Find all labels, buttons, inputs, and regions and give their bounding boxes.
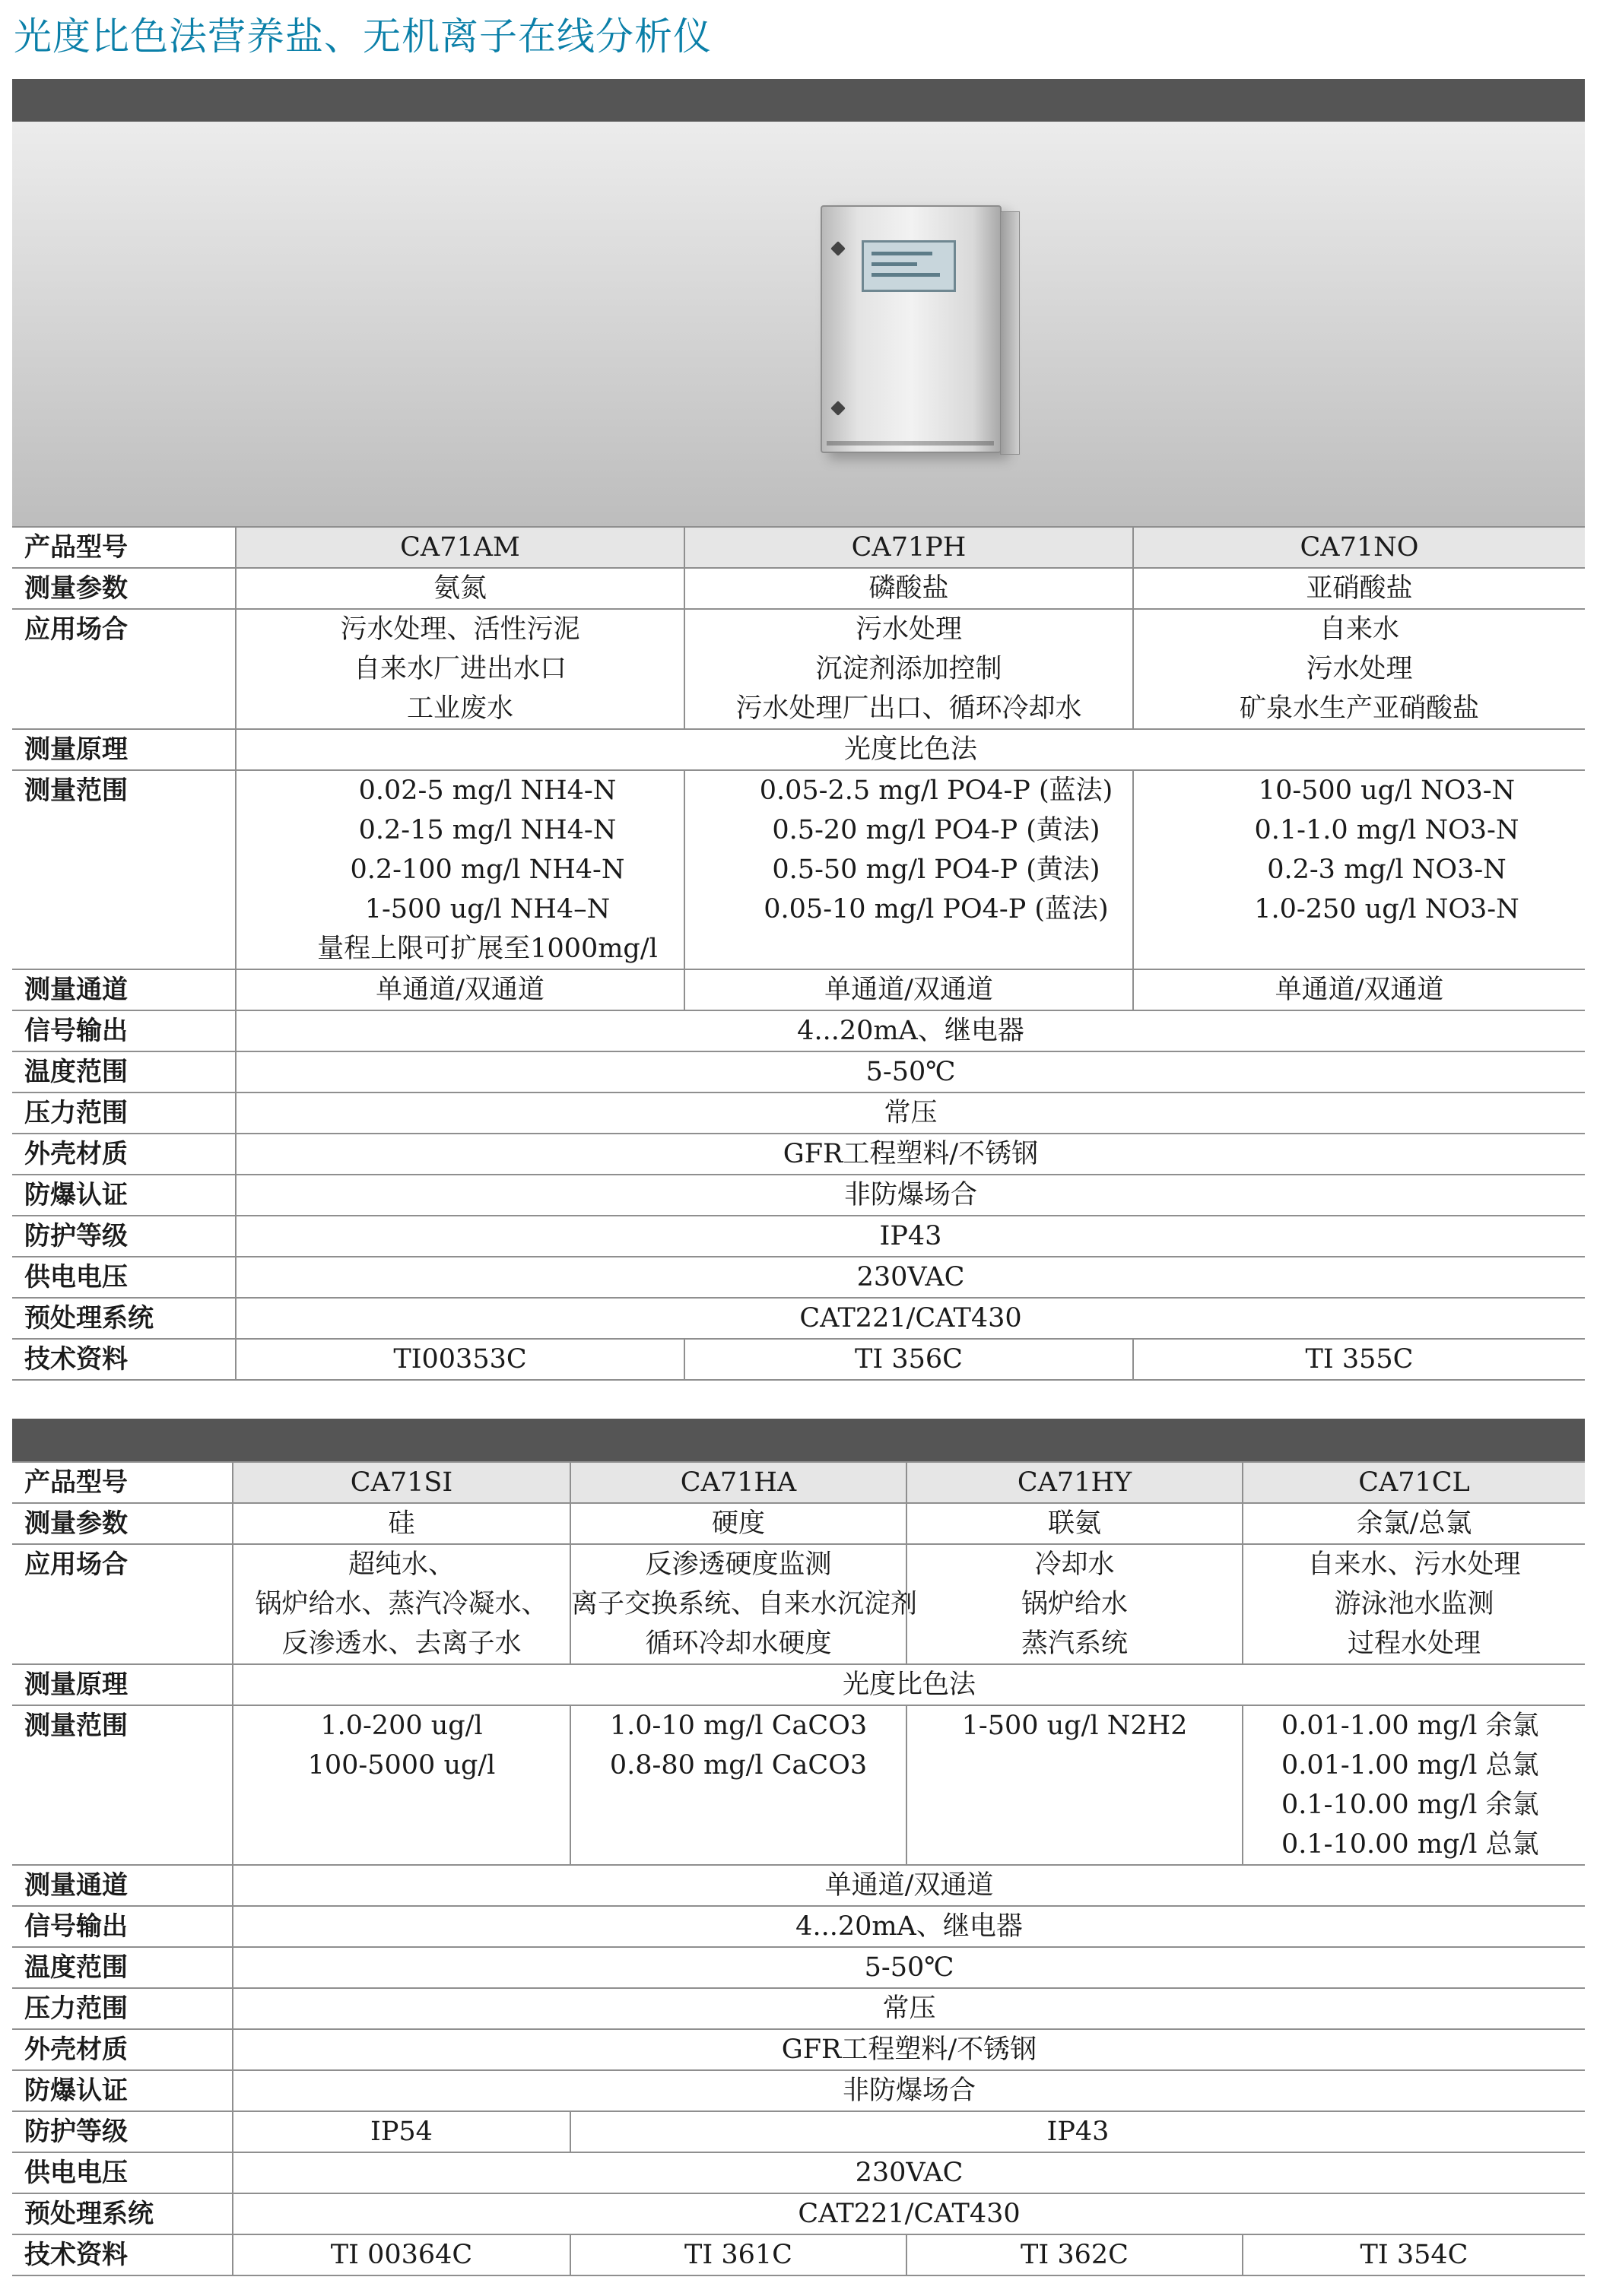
model-cell: CA71HY [906,1462,1243,1503]
table-row [12,2152,1585,2193]
explosion-cell: 非防爆场合 [233,2070,1585,2111]
page-title: 光度比色法营养盐、无机离子在线分析仪 [14,14,712,59]
param-cell: 硬度 [570,1503,906,1544]
housing-cell: GFR工程塑料/不锈钢 [236,1134,1585,1175]
range-cell [1243,1705,1585,1865]
application-line: 离子交换系统、自来水沉淀剂 [571,1589,918,1619]
table-row [12,1298,1585,1339]
row-label: 供电电压 [12,2152,233,2193]
range-line: 0.05-2.5 mg/l PO4-P (蓝法) [759,775,1113,806]
table-row [12,1988,1585,2029]
table-row [12,2070,1585,2111]
row-label: 测量通道 [12,1865,233,1906]
model-cell: CA71PH [684,527,1133,568]
spec-table-2 [12,1461,1585,2276]
param-cell: 余氯/总氯 [1243,1503,1585,1544]
header-band-2 [12,1419,1585,1461]
row-label: 测量参数 [12,568,236,609]
row-label: 预处理系统 [12,1298,236,1339]
range-line: 0.2-3 mg/l NO3-N [1267,855,1507,885]
row-label: 温度范围 [12,1051,236,1093]
table-row [12,1705,1585,1865]
row-label: 信号输出 [12,1906,233,1947]
housing-cell: GFR工程塑料/不锈钢 [233,2029,1585,2070]
row-label: 测量通道 [12,969,236,1010]
range-line: 0.5-20 mg/l PO4-P (黄法) [772,815,1100,845]
application-cell [1243,1544,1585,1664]
param-cell: 磷酸盐 [684,568,1133,609]
table-row [12,1216,1585,1257]
channel-cell: 单通道/双通道 [233,1865,1585,1906]
table-row [12,1051,1585,1093]
table-row [12,1339,1585,1380]
range-line: 0.01-1.00 mg/l 余氯 [1281,1711,1539,1741]
docs-cell: TI00353C [236,1339,684,1380]
row-label: 防爆认证 [12,2070,233,2111]
range-line: 0.05-10 mg/l PO4-P (蓝法) [764,894,1109,924]
protection-cell: IP43 [570,2111,1585,2152]
table-row [12,1664,1585,1705]
temperature-cell: 5-50℃ [236,1051,1585,1093]
table-row [12,969,1585,1010]
application-line: 超纯水、 [348,1549,455,1580]
docs-cell: TI 354C [1243,2234,1585,2275]
docs-cell: TI 361C [570,2234,906,2275]
table-row [12,1947,1585,1988]
application-line: 矿泉水生产亚硝酸盐 [1239,693,1479,724]
explosion-cell: 非防爆场合 [236,1175,1585,1216]
row-label: 产品型号 [12,1462,233,1503]
display-line [872,252,932,255]
application-cell [233,1544,570,1664]
row-label: 技术资料 [12,2234,233,2275]
cabinet-side-panel [1000,211,1020,455]
application-line: 过程水处理 [1347,1628,1481,1659]
table-row [12,1134,1585,1175]
application-cell [570,1544,918,1664]
application-line: 沉淀剂添加控制 [815,654,1002,684]
row-label: 外壳材质 [12,1134,236,1175]
header-band-1 [12,79,1585,122]
table-row [12,2029,1585,2070]
row-label: 外壳材质 [12,2029,233,2070]
row-label: 技术资料 [12,1339,236,1380]
range-line: 1-500 ug/l N2H2 [961,1711,1188,1741]
param-cell: 硅 [233,1503,570,1544]
display-line [872,262,917,266]
model-cell: CA71SI [233,1462,570,1503]
docs-cell: TI 355C [1133,1339,1585,1380]
range-line: 0.1-1.0 mg/l NO3-N [1254,815,1519,845]
row-label: 压力范围 [12,1093,236,1134]
application-cell [906,1544,1243,1664]
table-row [12,568,1585,609]
application-line: 循环冷却水硬度 [645,1628,832,1659]
row-label: 测量范围 [12,1705,233,1865]
model-cell: CA71AM [236,527,684,568]
display-window [862,240,956,292]
table-row [12,1865,1585,1906]
application-line: 冷却水 [1034,1549,1115,1580]
range-line: 100-5000 ug/l [307,1750,496,1781]
table-row [12,2111,1585,2152]
application-line: 反渗透水、去离子水 [281,1628,522,1659]
display-line [872,273,940,277]
range-line: 1.0-200 ug/l [320,1711,483,1741]
row-label: 供电电压 [12,1257,236,1298]
range-line: 0.02-5 mg/l NH4-N [358,775,617,806]
principle-cell: 光度比色法 [236,729,1585,770]
protection-cell: IP43 [236,1216,1585,1257]
table-row [12,527,1585,568]
application-line: 锅炉给水 [1021,1589,1128,1619]
range-line: 0.1-10.00 mg/l 余氯 [1281,1790,1539,1820]
range-cell [684,770,1133,969]
signal-cell: 4...20mA、继电器 [233,1906,1585,1947]
docs-cell: TI 356C [684,1339,1133,1380]
table-row [12,1906,1585,1947]
row-label: 测量参数 [12,1503,233,1544]
product-photo-area [12,122,1585,526]
row-label: 防护等级 [12,2111,233,2152]
row-label: 压力范围 [12,1988,233,2029]
application-line: 锅炉给水、蒸汽冷凝水、 [255,1589,548,1619]
range-line: 0.2-15 mg/l NH4-N [358,815,617,845]
pressure-cell: 常压 [233,1988,1585,2029]
application-line: 游泳池水监测 [1334,1589,1494,1619]
param-cell: 氨氮 [236,568,684,609]
row-label: 测量原理 [12,729,236,770]
table-row [12,2234,1585,2275]
application-line: 污水处理 [1306,654,1413,684]
range-line: 1-500 ug/l NH4–N [364,894,611,924]
range-cell [1133,770,1585,969]
range-line: 1.0-10 mg/l CaCO3 [609,1711,868,1741]
docs-cell: TI 362C [906,2234,1243,2275]
application-line: 蒸汽系统 [1021,1628,1128,1659]
model-cell: CA71CL [1243,1462,1585,1503]
application-line: 自来水、污水处理 [1307,1549,1521,1580]
row-label: 产品型号 [12,527,236,568]
channel-cell: 单通道/双通道 [1133,969,1585,1010]
door-latch-icon [830,241,846,256]
table-row [12,609,1585,729]
table-row [12,1010,1585,1051]
pretreatment-cell: CAT221/CAT430 [236,1298,1585,1339]
range-line: 量程上限可扩展至1000mg/l [317,934,658,964]
model-cell: CA71NO [1133,527,1585,568]
channel-cell: 单通道/双通道 [236,969,684,1010]
application-line: 自来水 [1319,614,1399,645]
application-line: 工业废水 [406,693,513,724]
signal-cell: 4...20mA、继电器 [236,1010,1585,1051]
param-cell: 联氨 [906,1503,1243,1544]
application-line: 污水处理、活性污泥 [340,614,580,645]
table-row [12,1462,1585,1503]
row-label: 预处理系统 [12,2193,233,2234]
range-cell [906,1705,1243,1865]
row-label: 温度范围 [12,1947,233,1988]
power-cell: 230VAC [236,1257,1585,1298]
protection-cell: IP54 [233,2111,570,2152]
application-line: 污水处理厂出口、循环冷却水 [735,693,1082,724]
table-row [12,1503,1585,1544]
cabinet-base-strip [827,441,994,446]
range-line: 0.8-80 mg/l CaCO3 [609,1750,868,1781]
table-row [12,770,1585,969]
application-cell [684,609,1133,729]
range-cell [233,1705,570,1865]
row-label: 防护等级 [12,1216,236,1257]
channel-cell: 单通道/双通道 [684,969,1133,1010]
application-line: 反渗透硬度监测 [645,1549,832,1580]
model-cell: CA71HA [570,1462,906,1503]
application-cell [1133,609,1585,729]
row-label: 测量原理 [12,1664,233,1705]
row-label: 应用场合 [12,1544,233,1664]
range-line: 10-500 ug/l NO3-N [1258,775,1516,806]
power-cell: 230VAC [233,2152,1585,2193]
row-label: 信号输出 [12,1010,236,1051]
table-row [12,1175,1585,1216]
row-label: 测量范围 [12,770,236,969]
pretreatment-cell: CAT221/CAT430 [233,2193,1585,2234]
range-line: 1.0-250 ug/l NO3-N [1254,894,1519,924]
param-cell: 亚硝酸盐 [1133,568,1585,609]
door-latch-icon [830,401,846,416]
table-row [12,1544,1585,1664]
docs-cell: TI 00364C [233,2234,570,2275]
range-line: 0.1-10.00 mg/l 总氯 [1281,1829,1539,1860]
range-line: 0.01-1.00 mg/l 总氯 [1281,1750,1539,1781]
range-cell [236,770,684,969]
range-line: 0.5-50 mg/l PO4-P (黄法) [772,855,1100,885]
principle-cell: 光度比色法 [233,1664,1585,1705]
row-label: 防爆认证 [12,1175,236,1216]
table-row [12,1257,1585,1298]
table-row [12,729,1585,770]
application-line: 自来水厂进出水口 [353,654,567,684]
range-cell [570,1705,906,1865]
row-label: 应用场合 [12,609,236,729]
spec-table-1 [12,526,1585,1381]
application-cell [236,609,684,729]
temperature-cell: 5-50℃ [233,1947,1585,1988]
range-line: 0.2-100 mg/l NH4-N [350,855,625,885]
table-row [12,1093,1585,1134]
analyzer-cabinet-image [821,205,1002,453]
table-row [12,2193,1585,2234]
application-line: 污水处理 [855,614,962,645]
pressure-cell: 常压 [236,1093,1585,1134]
